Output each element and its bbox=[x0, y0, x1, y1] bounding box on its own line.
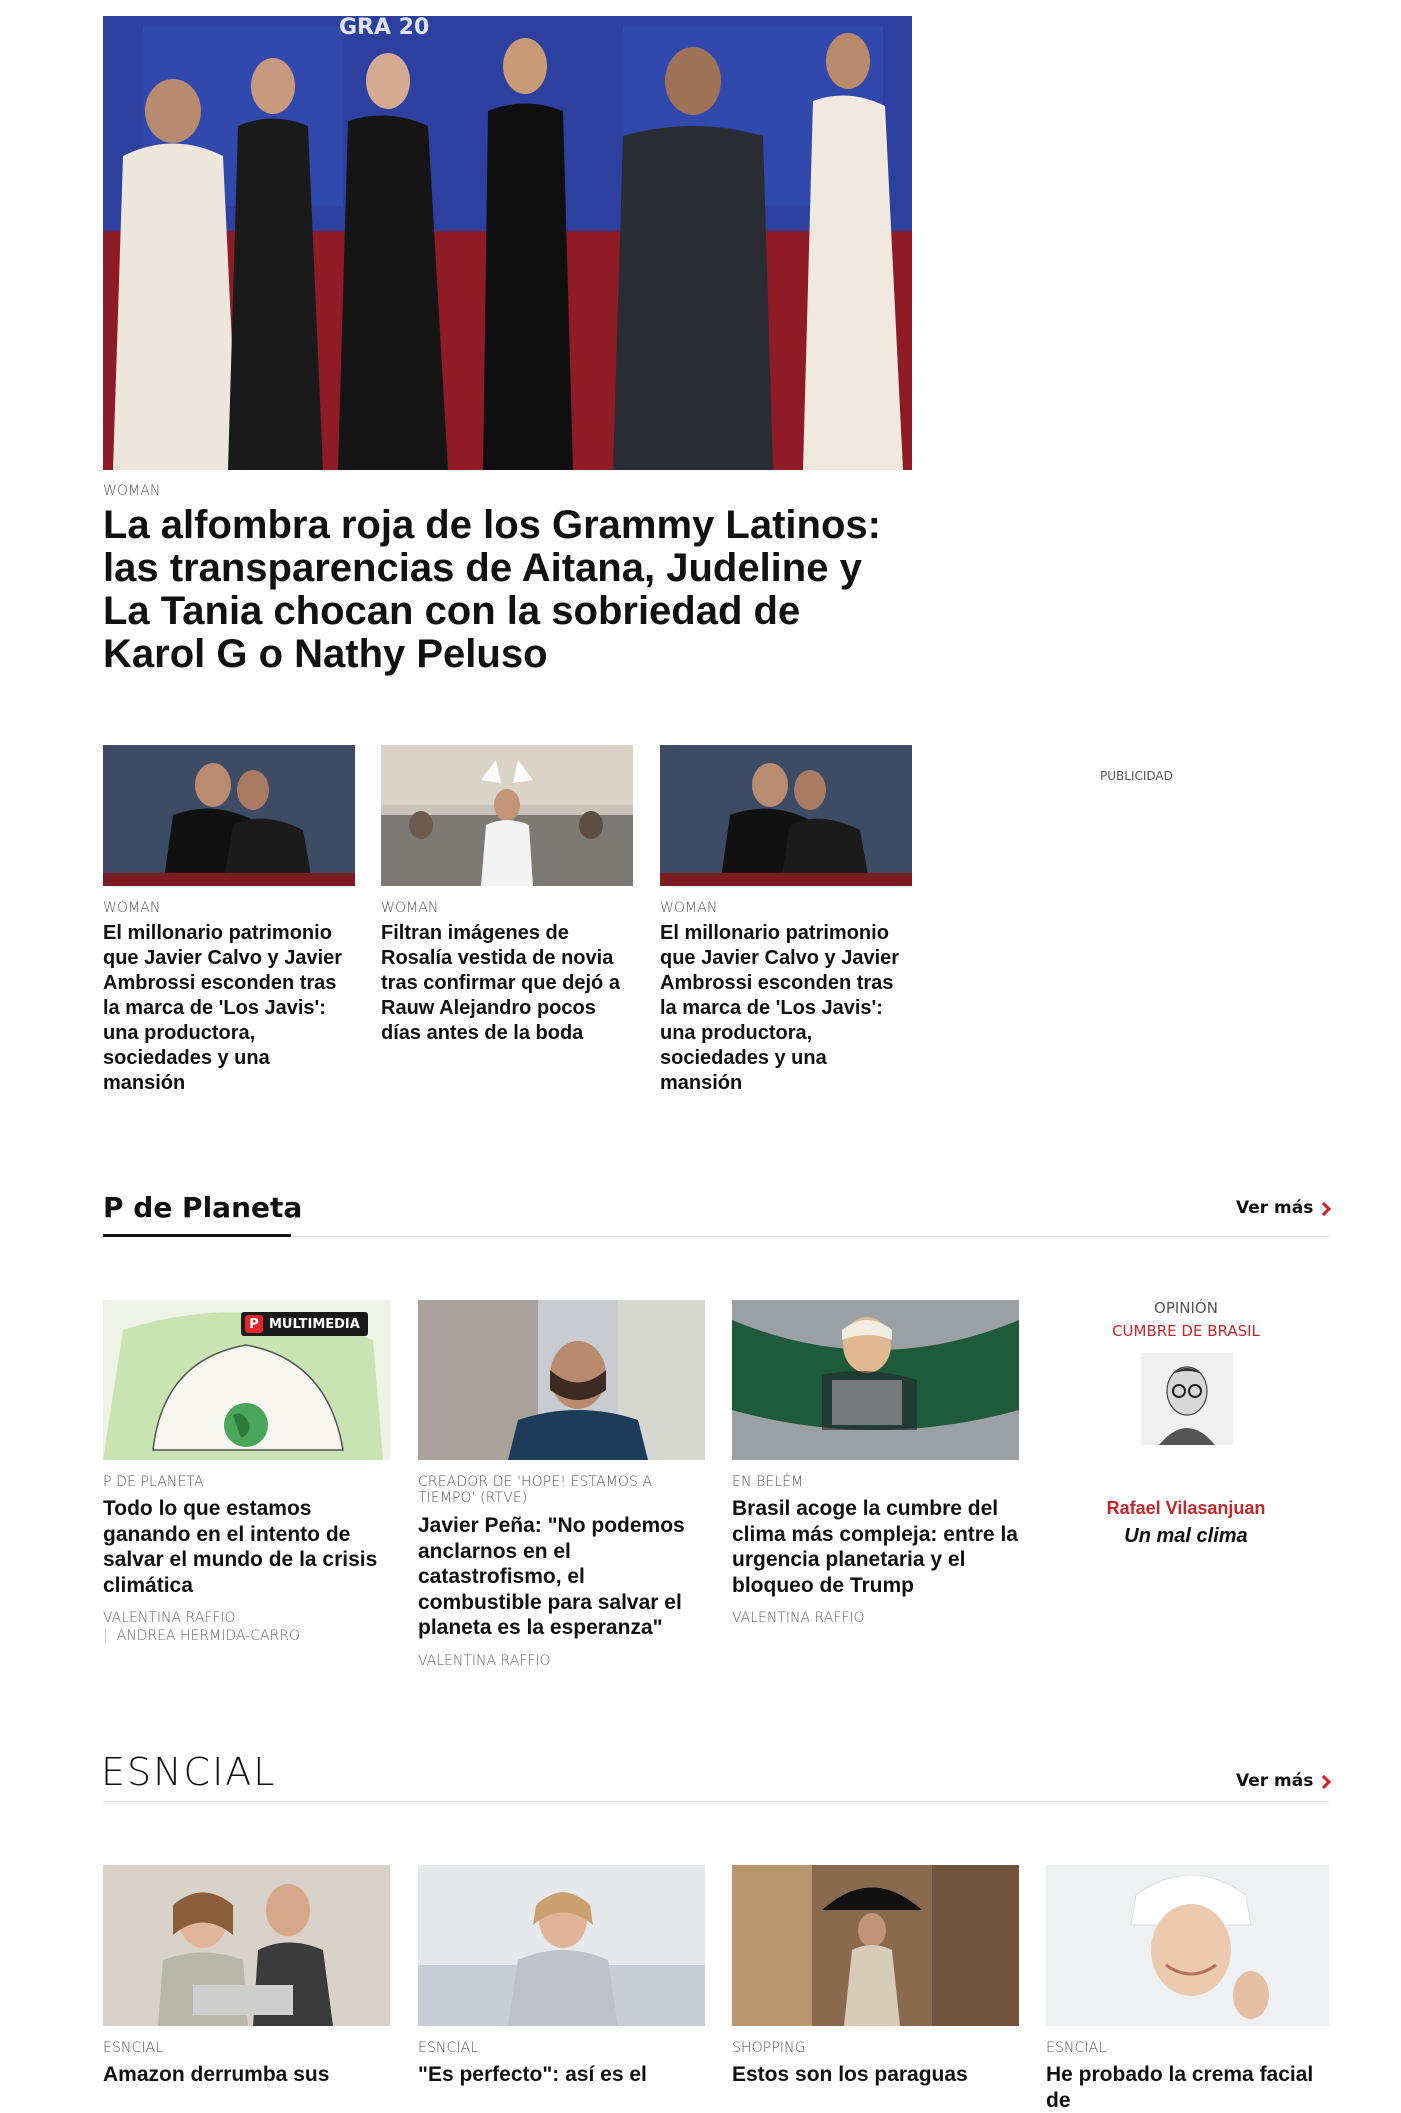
author-separator: | bbox=[103, 1628, 117, 1644]
opinion-author[interactable]: Rafael Vilasanjuan bbox=[1106, 1498, 1266, 1518]
article-kicker[interactable]: EN BELÉM bbox=[732, 1474, 804, 1490]
article-kicker[interactable]: CREADOR DE 'HOPE! ESTAMOS A TIEMPO' (RTVE) bbox=[418, 1474, 653, 1506]
p-logo-icon: P bbox=[245, 1315, 263, 1333]
article-image[interactable] bbox=[103, 745, 355, 886]
article-image[interactable] bbox=[381, 745, 633, 886]
article-author[interactable]: VALENTINA RAFFIO bbox=[418, 1653, 551, 1669]
article-kicker[interactable]: WOMAN bbox=[381, 900, 439, 916]
ver-mas-label: Ver más bbox=[1236, 1771, 1314, 1791]
article-title[interactable]: Estos son los paraguas bbox=[732, 2063, 968, 2086]
article-photo-illustration bbox=[732, 1865, 1019, 2026]
esncial-logo[interactable]: ESNCIAL bbox=[101, 1750, 277, 1794]
article-image[interactable] bbox=[418, 1300, 705, 1460]
chevron-right-icon bbox=[1317, 1201, 1331, 1215]
section-underline bbox=[103, 1234, 291, 1237]
ver-mas-link[interactable] bbox=[1236, 1198, 1329, 1218]
article-title[interactable]: El millonario patrimonio que Javier Calvo y Javier Ambrossi esconden tras la marca de 'Los Javis': una productora, sociedades y una mansión bbox=[103, 922, 343, 1094]
article-kicker[interactable]: SHOPPING bbox=[732, 2040, 806, 2056]
badge-label: MULTIMEDIA bbox=[269, 1316, 360, 1332]
section-divider bbox=[103, 1801, 1329, 1802]
article-photo-illustration bbox=[732, 1300, 1019, 1460]
hero-kicker[interactable]: WOMAN bbox=[103, 483, 161, 499]
article-image[interactable] bbox=[103, 1865, 390, 2026]
article-photo-illustration bbox=[103, 1865, 390, 2026]
article-photo-illustration bbox=[1046, 1865, 1329, 2026]
article-author[interactable]: VALENTINA RAFFIO bbox=[732, 1610, 865, 1626]
article-title[interactable]: Javier Peña: "No podemos anclarnos en el catastrofismo, el combustible para salvar el planeta es la esperanza" bbox=[418, 1514, 685, 1639]
article-title[interactable]: Todo lo que estamos ganando en el intento de salvar el mundo de la crisis climática bbox=[103, 1497, 378, 1597]
article-image[interactable] bbox=[732, 1300, 1019, 1460]
article-image[interactable] bbox=[103, 1300, 390, 1460]
hero-image[interactable] bbox=[103, 16, 912, 470]
article-kicker[interactable]: ESNCIAL bbox=[1046, 2040, 1107, 2056]
article-title[interactable]: He probado la crema facial de bbox=[1046, 2063, 1314, 2112]
article-image[interactable] bbox=[418, 1865, 705, 2026]
article-photo-illustration bbox=[103, 745, 355, 886]
article-kicker[interactable]: WOMAN bbox=[103, 900, 161, 916]
opinion-kicker: OPINIÓN bbox=[1154, 1299, 1218, 1317]
article-kicker[interactable]: ESNCIAL bbox=[418, 2040, 479, 2056]
article-author-name: ANDREA HERMIDA-CARRO bbox=[116, 1628, 301, 1644]
article-title[interactable]: Amazon derrumba sus bbox=[103, 2063, 330, 2086]
article-kicker[interactable]: ESNCIAL bbox=[103, 2040, 164, 2056]
ver-mas-label: Ver más bbox=[1236, 1198, 1314, 1218]
opinion-title[interactable]: Un mal clima bbox=[1124, 1525, 1248, 1547]
article-author[interactable] bbox=[103, 1628, 300, 1644]
multimedia-badge bbox=[241, 1312, 368, 1336]
article-image[interactable] bbox=[660, 745, 912, 886]
article-photo-illustration bbox=[418, 1300, 705, 1460]
article-title[interactable]: "Es perfecto": así es el bbox=[418, 2063, 647, 2086]
ad-label: PUBLICIDAD bbox=[1100, 769, 1173, 783]
hero-title[interactable]: La alfombra roja de los Grammy Latinos: las transparencias de Aitana, Judeline y La Tania chocan con la sobriedad de Karol G o Nathy Peluso bbox=[103, 503, 881, 676]
article-title[interactable]: Brasil acoge la cumbre del clima más compleja: entre la urgencia planetaria y el bloqueo de Trump bbox=[732, 1497, 1018, 1597]
chevron-right-icon bbox=[1317, 1774, 1331, 1788]
article-title[interactable]: El millonario patrimonio que Javier Calvo y Javier Ambrossi esconden tras la marca de 'Los Javis': una productora, sociedades y una mansión bbox=[660, 922, 900, 1094]
opinion-author-avatar[interactable] bbox=[1141, 1353, 1233, 1445]
hero-photo-illustration bbox=[103, 16, 912, 470]
article-image[interactable] bbox=[732, 1865, 1019, 2026]
article-title[interactable]: Filtran imágenes de Rosalía vestida de novia tras confirmar que dejó a Rauw Alejandro pocos días antes de la boda bbox=[381, 922, 620, 1044]
hero-backdrop-text: GRA 20 bbox=[339, 15, 430, 40]
avatar-illustration bbox=[1141, 1353, 1233, 1445]
article-author[interactable]: VALENTINA RAFFIO bbox=[103, 1610, 236, 1626]
opinion-topic[interactable]: CUMBRE DE BRASIL bbox=[1112, 1322, 1260, 1340]
article-photo-illustration bbox=[381, 745, 633, 886]
article-kicker[interactable]: P DE PLANETA bbox=[103, 1474, 204, 1490]
article-photo-illustration bbox=[418, 1865, 705, 2026]
article-kicker[interactable]: WOMAN bbox=[660, 900, 718, 916]
article-photo-illustration bbox=[660, 745, 912, 886]
section-title[interactable]: P de Planeta bbox=[103, 1191, 303, 1224]
article-image[interactable] bbox=[1046, 1865, 1329, 2026]
ver-mas-link[interactable] bbox=[1236, 1771, 1329, 1791]
